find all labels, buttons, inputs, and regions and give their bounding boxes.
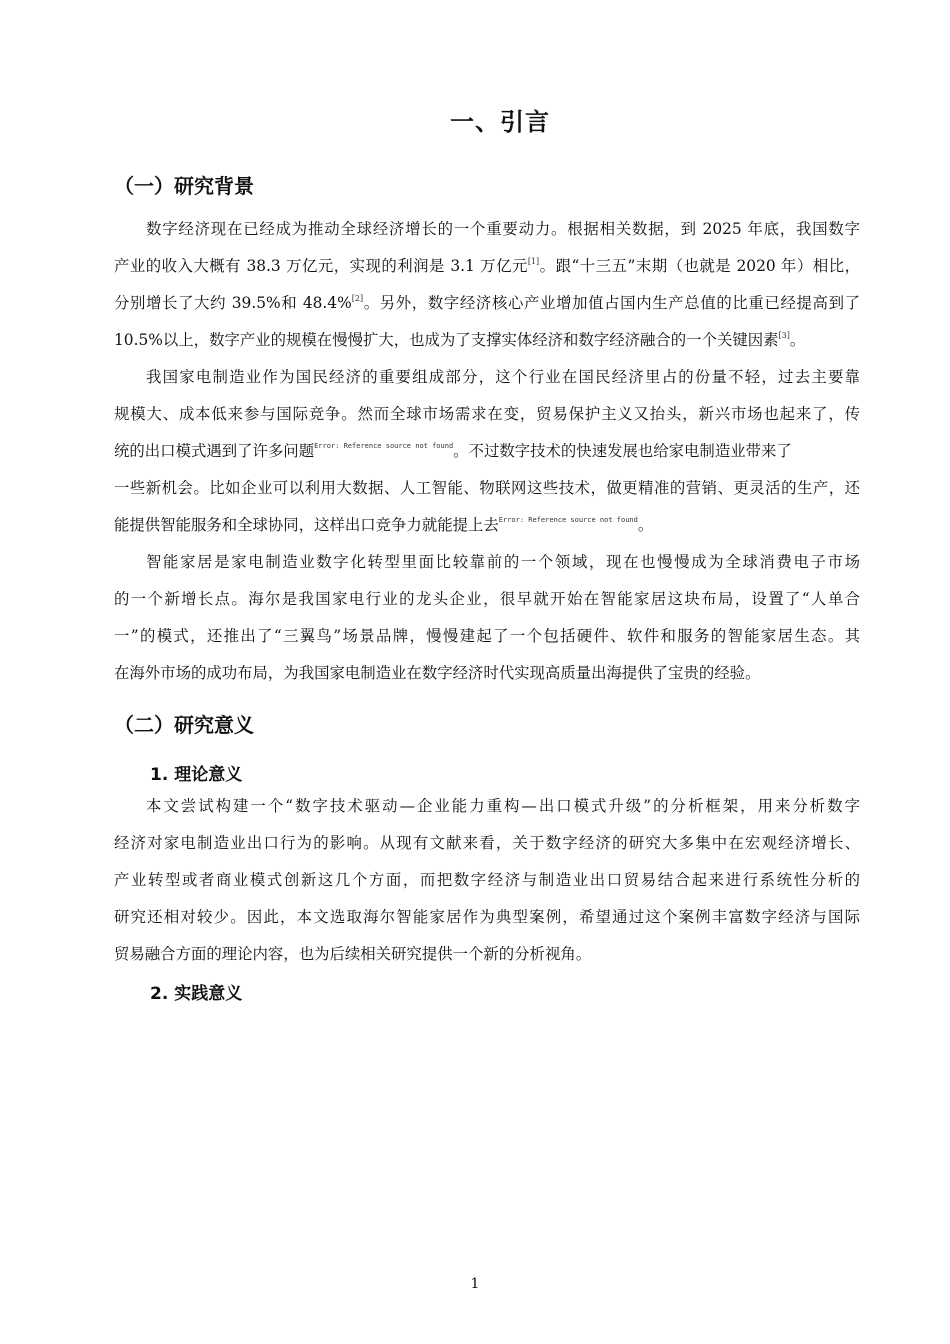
paragraph-line: 一些新机会。比如企业可以利用大数据、人工智能、物联网这些技术，做更精准的营销、更灵活的生产，还 [114,479,860,497]
section-heading-significance: （二）研究意义 [114,713,254,737]
chapter-title: 一、引言 [450,108,550,136]
paragraph-line: 分别增长了大约 39.5%和 48.4%[2]。另外，数字经济核心产业增加值占国内生产总值的比重已经提高到了 [114,294,860,312]
paragraph-line: 产业转型或者商业模式创新这几个方面，而把数字经济与制造业出口贸易结合起来进行系统性分析的 [114,871,860,889]
subsection-heading-practice: 2. 实践意义 [150,984,243,1004]
paragraph-line: 一”的模式，还推出了“三翼鸟”场景品牌，慢慢建起了一个包括硬件、软件和服务的智能家居生态。其 [114,627,860,645]
paragraph-line: 本文尝试构建一个“数字技术驱动—企业能力重构—出口模式升级”的分析框架，用来分析数字 [146,797,860,815]
paragraph-line: 在海外市场的成功布局，为我国家电制造业在数字经济时代实现高质量出海提供了宝贵的经验。 [114,664,761,682]
paragraph-line: 智能家居是家电制造业数字化转型里面比较靠前的一个领域，现在也慢慢成为全球消费电子市场 [146,553,860,571]
paragraph-line: 经济对家电制造业出口行为的影响。从现有文献来看，关于数字经济的研究大多集中在宏观经济增长、 [114,834,860,852]
paragraph-line: 我国家电制造业作为国民经济的重要组成部分，这个行业在国民经济里占的份量不轻，过去主要靠 [146,368,860,386]
page-number: 1 [470,1276,480,1292]
reference-error-text: Error: Reference source not found [314,442,454,450]
citation-ref[interactable]: [3] [778,331,790,340]
paragraph-line: 10.5%以上，数字产业的规模在慢慢扩大，也成为了支撑实体经济和数字经济融合的一个关键因素[3]。 [114,331,806,349]
citation-ref[interactable]: [2] [351,294,364,303]
paragraph-line: 数字经济现在已经成为推动全球经济增长的一个重要动力。根据相关数据，到 2025 年底，我国数字 [146,220,860,238]
section-heading-background: （一）研究背景 [114,174,254,198]
subsection-heading-theory: 1. 理论意义 [150,765,243,785]
paragraph-line: 贸易融合方面的理论内容，也为后续相关研究提供一个新的分析视角。 [114,945,592,963]
paragraph-line: 的一个新增长点。海尔是我国家电行业的龙头企业，很早就开始在智能家居这块布局，设置了“人单合 [114,590,860,608]
paragraph-line: 规模大、成本低来参与国际竞争。然而全球市场需求在变，贸易保护主义又抬头，新兴市场也起来了，传 [114,405,860,423]
paragraph-line: 统的出口模式遇到了许多问题$^{Error: Reference source not found}$。不过数字技术的快速发展也给家电制造业带来了 [114,442,792,460]
paragraph-line: 能提供智能服务和全球协同，这样出口竞争力就能提上去$^{Error: Reference source not found}$。 [114,516,654,534]
paragraph-line: 产业的收入大概有 38.3 万亿元，实现的利润是 3.1 万亿元[1]。跟“十三五”末期（也就是 2020 年）相比， [114,257,860,275]
citation-ref[interactable]: [1] [527,257,540,266]
reference-error-text: Error: Reference source not found [498,516,638,524]
paragraph-line: 研究还相对较少。因此，本文选取海尔智能家居作为典型案例，希望通过这个案例丰富数字经济与国际 [114,908,860,926]
